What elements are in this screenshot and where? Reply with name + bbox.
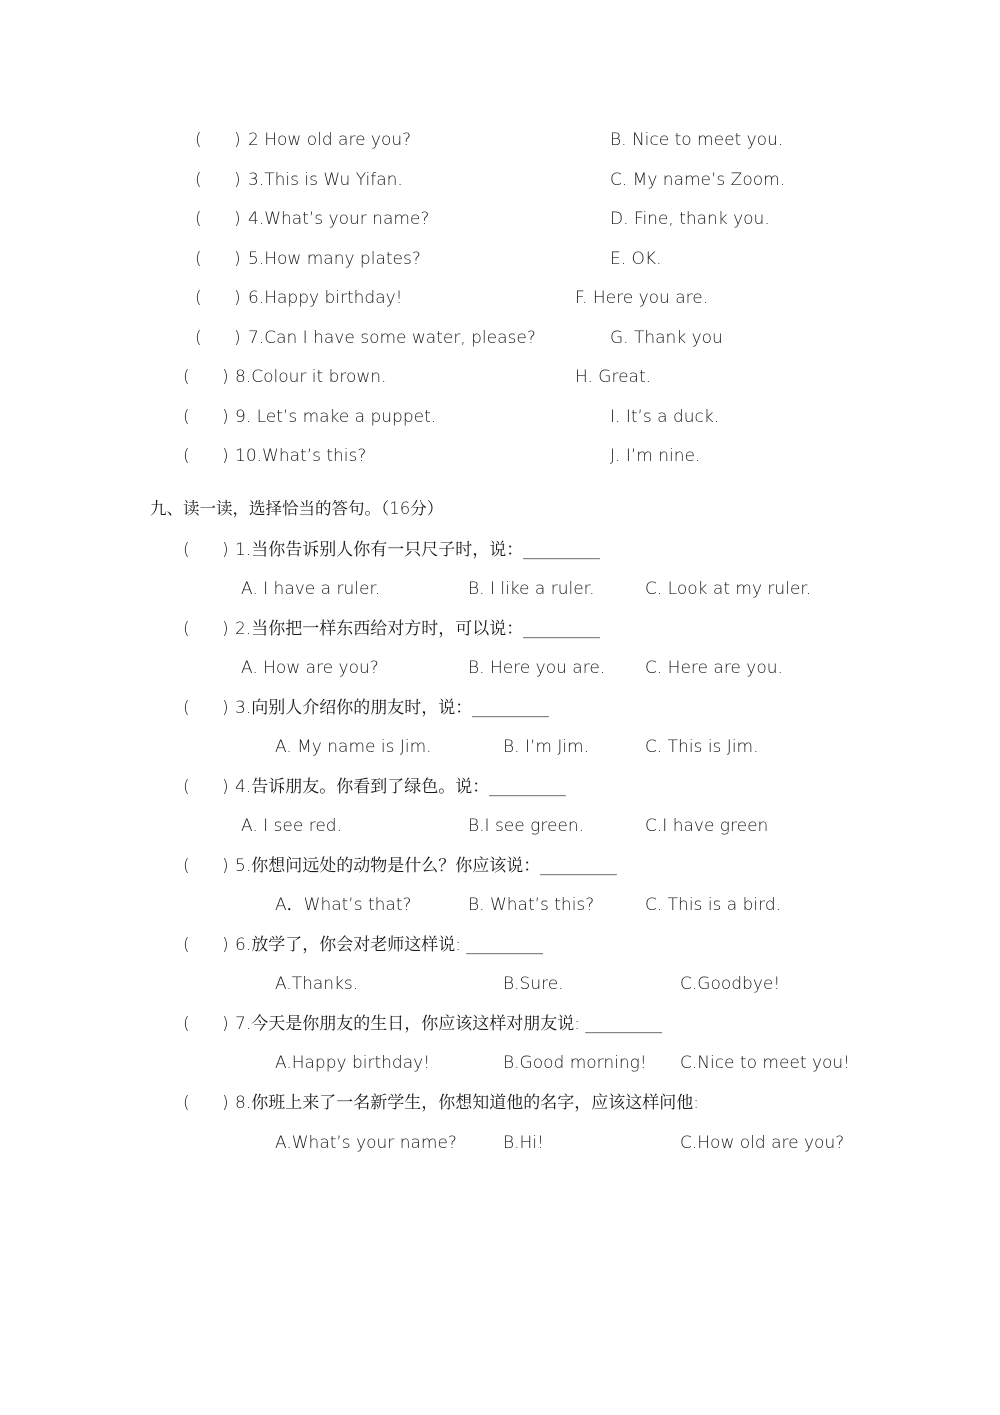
option-c: C.Goodbye! [680, 974, 781, 994]
answer-bracket[interactable]: ( ) [195, 328, 241, 348]
matching-question: 10.What’s this? [235, 446, 367, 466]
answer-bracket[interactable]: ( ) [183, 446, 229, 466]
section-heading: 九、读一读，选择恰当的答句。（16分） [150, 499, 444, 518]
option-b: B.I see green. [468, 816, 585, 836]
answer-bracket[interactable]: ( ) [183, 540, 229, 560]
option-c: C. Here are you. [645, 658, 783, 678]
option-c: C. Look at my ruler. [645, 579, 812, 599]
matching-question: 9. Let’s make a puppet. [235, 407, 437, 427]
option-c: C.How old are you? [680, 1133, 845, 1153]
answer-bracket[interactable]: ( ) [195, 170, 241, 190]
matching-answer: H. Great. [575, 367, 652, 387]
answer-bracket[interactable]: ( ) [195, 130, 241, 150]
question-prompt: 2.当你把一样东西给对方时，可以说：_________ [235, 619, 600, 639]
question-prompt: 1.当你告诉别人你有一只尺子时，说：_________ [235, 540, 600, 560]
answer-bracket[interactable]: ( ) [195, 249, 241, 269]
question-prompt: 5.你想问远处的动物是什么？你应该说：_________ [235, 856, 617, 876]
option-c: C.Nice to meet you! [680, 1053, 850, 1073]
option-c: C. This is a bird. [645, 895, 782, 915]
option-a: A.Thanks. [275, 974, 359, 994]
option-b: B.Sure. [503, 974, 564, 994]
matching-answer: B. Nice to meet you. [610, 130, 784, 150]
question-prompt: 8.你班上来了一名新学生，你想知道他的名字，应该这样问他: [235, 1093, 699, 1113]
option-b: B.Hi! [503, 1133, 544, 1153]
option-a: A．What’s that? [275, 895, 412, 915]
answer-bracket[interactable]: ( ) [183, 935, 229, 955]
answer-bracket[interactable]: ( ) [195, 209, 241, 229]
question-prompt: 7.今天是你朋友的生日，你应该这样对朋友说: _________ [235, 1014, 662, 1034]
option-a: A. How are you? [241, 658, 379, 678]
option-a: A. I see red. [241, 816, 343, 836]
matching-question: 8.Colour it brown. [235, 367, 387, 387]
option-b: B. I like a ruler. [468, 579, 595, 599]
answer-bracket[interactable]: ( ) [183, 367, 229, 387]
matching-answer: D. Fine, thank you. [610, 209, 770, 229]
matching-question: 7.Can I have some water, please? [248, 328, 536, 348]
matching-answer: E. OK. [610, 249, 662, 269]
option-a: A. I have a ruler. [241, 579, 381, 599]
option-b: B.Good morning! [503, 1053, 647, 1073]
option-c: C.I have green [645, 816, 769, 836]
option-c: C. This is Jim. [645, 737, 759, 757]
matching-question: 2 How old are you? [248, 130, 412, 150]
answer-bracket[interactable]: ( ) [183, 619, 229, 639]
answer-bracket[interactable]: ( ) [183, 1093, 229, 1113]
answer-bracket[interactable]: ( ) [183, 856, 229, 876]
matching-answer: J. I’m nine. [610, 446, 701, 466]
question-prompt: 4.告诉朋友。你看到了绿色。说：_________ [235, 777, 566, 797]
matching-question: 4.What’s your name? [248, 209, 430, 229]
option-a: A.What’s your name? [275, 1133, 457, 1153]
option-b: B. Here you are. [468, 658, 606, 678]
question-prompt: 6.放学了，你会对老师这样说: _________ [235, 935, 543, 955]
matching-question: 3.This is Wu Yifan. [248, 170, 403, 190]
matching-answer: I. It’s a duck. [610, 407, 720, 427]
matching-question: 6.Happy birthday! [248, 288, 403, 308]
option-b: B. What’s this? [468, 895, 595, 915]
option-b: B. I’m Jim. [503, 737, 590, 757]
answer-bracket[interactable]: ( ) [183, 698, 229, 718]
matching-answer: G. Thank you [610, 328, 723, 348]
option-a: A. My name is Jim. [275, 737, 432, 757]
answer-bracket[interactable]: ( ) [195, 288, 241, 308]
answer-bracket[interactable]: ( ) [183, 407, 229, 427]
matching-answer: F. Here you are. [575, 288, 709, 308]
option-a: A.Happy birthday! [275, 1053, 431, 1073]
answer-bracket[interactable]: ( ) [183, 1014, 229, 1034]
question-prompt: 3.向别人介绍你的朋友时，说：_________ [235, 698, 549, 718]
matching-answer: C. My name’s Zoom. [610, 170, 786, 190]
answer-bracket[interactable]: ( ) [183, 777, 229, 797]
matching-question: 5.How many plates? [248, 249, 421, 269]
